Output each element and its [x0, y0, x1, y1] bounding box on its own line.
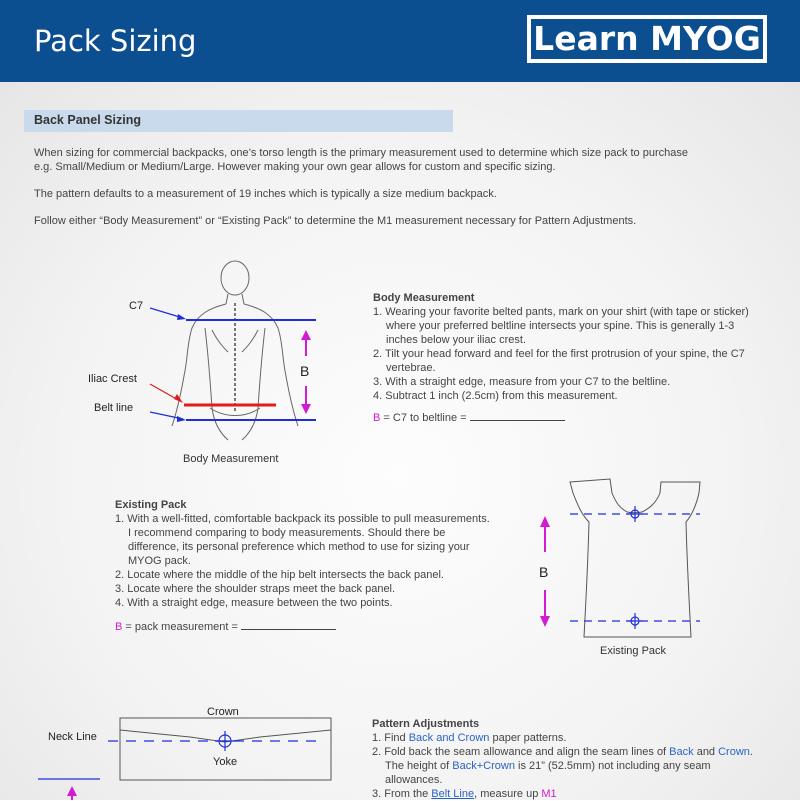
m1-var: M1 [541, 788, 557, 800]
b-label-pack: B [539, 564, 549, 580]
formula-var: B [373, 412, 381, 424]
back-and-crown-link[interactable]: Back and Crown [408, 732, 490, 744]
text: 1. Find [372, 732, 409, 744]
pattern-step-3 [372, 787, 762, 801]
text: , measure up [474, 788, 542, 800]
pack-step-2: 2. Locate where the middle of the hip belt intersects the back panel. [115, 569, 444, 581]
learn-myog-logo[interactable]: Learn MYOG [527, 15, 767, 63]
neck-line-label: Neck Line [48, 731, 97, 743]
formula-text: = C7 to beltline = [380, 412, 470, 424]
yoke-label: Yoke [213, 756, 238, 768]
pattern-step-1 [372, 731, 762, 745]
c7-label: C7 [129, 300, 144, 312]
body-step-4: 4. Subtract 1 inch (2.5cm) from this measurement. [373, 390, 618, 402]
text: is 21” (52.5mm) not including any seam allowances. [385, 760, 711, 786]
existing-pack-title: Existing Pack [115, 499, 187, 511]
pattern-adjustments-block [372, 717, 762, 801]
text: . The height of [385, 746, 753, 772]
pack-figure-caption: Existing Pack [600, 645, 667, 657]
text: 3. From the [372, 788, 432, 800]
back-link[interactable]: Back [669, 746, 694, 758]
pack-step-4: 4. With a straight edge, measure between the two points. [115, 597, 393, 609]
pattern-adjustments-title: Pattern Adjustments [372, 718, 480, 730]
crown-label: Crown [207, 706, 239, 718]
text: 2. Fold back the seam allowance and align the seam lines of [372, 746, 670, 758]
back-crown-link[interactable]: Back+Crown [452, 760, 515, 772]
intro-paragraph-3: Follow either “Body Measurement” or “Existing Pack” to determine the M1 measurement necessary for Pattern Adjustments. [34, 215, 637, 227]
crown-link[interactable]: Crown [718, 746, 750, 758]
pattern-step-2 [372, 745, 762, 787]
body-figure-caption: Body Measurement [183, 453, 279, 465]
body-measurement-title: Body Measurement [373, 292, 475, 304]
text: paper patterns. [489, 732, 567, 744]
iliac-crest-label: Iliac Crest [88, 373, 137, 385]
text: and [693, 746, 719, 758]
page-title: Pack Sizing [34, 24, 197, 58]
body-step-2: 2. Tilt your head forward and feel for the first protrusion of your spine, the C7 vertebrae. [373, 348, 745, 374]
intro-line-2: e.g. Small/Medium or Medium/Large. However making your own gear allows for custom and specific sizing. [34, 161, 556, 173]
formula-text: = pack measurement = [122, 621, 241, 633]
pack-step-3: 3. Locate where the shoulder straps meet the back panel. [115, 583, 396, 595]
belt-line-link[interactable]: Belt Line [431, 788, 475, 800]
body-step-1: 1. Wearing your favorite belted pants, mark on your shirt (with tape or sticker) where your preferred beltline intersects your spine. This is generally 1-3 inches below your iliac crest. [373, 306, 749, 346]
body-step-3: 3. With a straight edge, measure from your C7 to the beltline. [373, 376, 671, 388]
intro-line-1: When sizing for commercial backpacks, one’s torso length is the primary measurement used to determine which size pack to purchase [34, 147, 688, 159]
b-label-body: B [300, 363, 310, 379]
section-title: Back Panel Sizing [34, 113, 141, 127]
pack-step-1: 1. With a well-fitted, comfortable backpack its possible to pull measurements. I recommend comparing to body measurements. Should there be difference, its personal preference which method to use for sizing your MYOG pack. [115, 513, 490, 567]
belt-line-label: Belt line [94, 402, 134, 414]
formula-var: B [115, 621, 123, 633]
intro-paragraph-2: The pattern defaults to a measurement of 19 inches which is typically a size medium backpack. [34, 188, 497, 200]
